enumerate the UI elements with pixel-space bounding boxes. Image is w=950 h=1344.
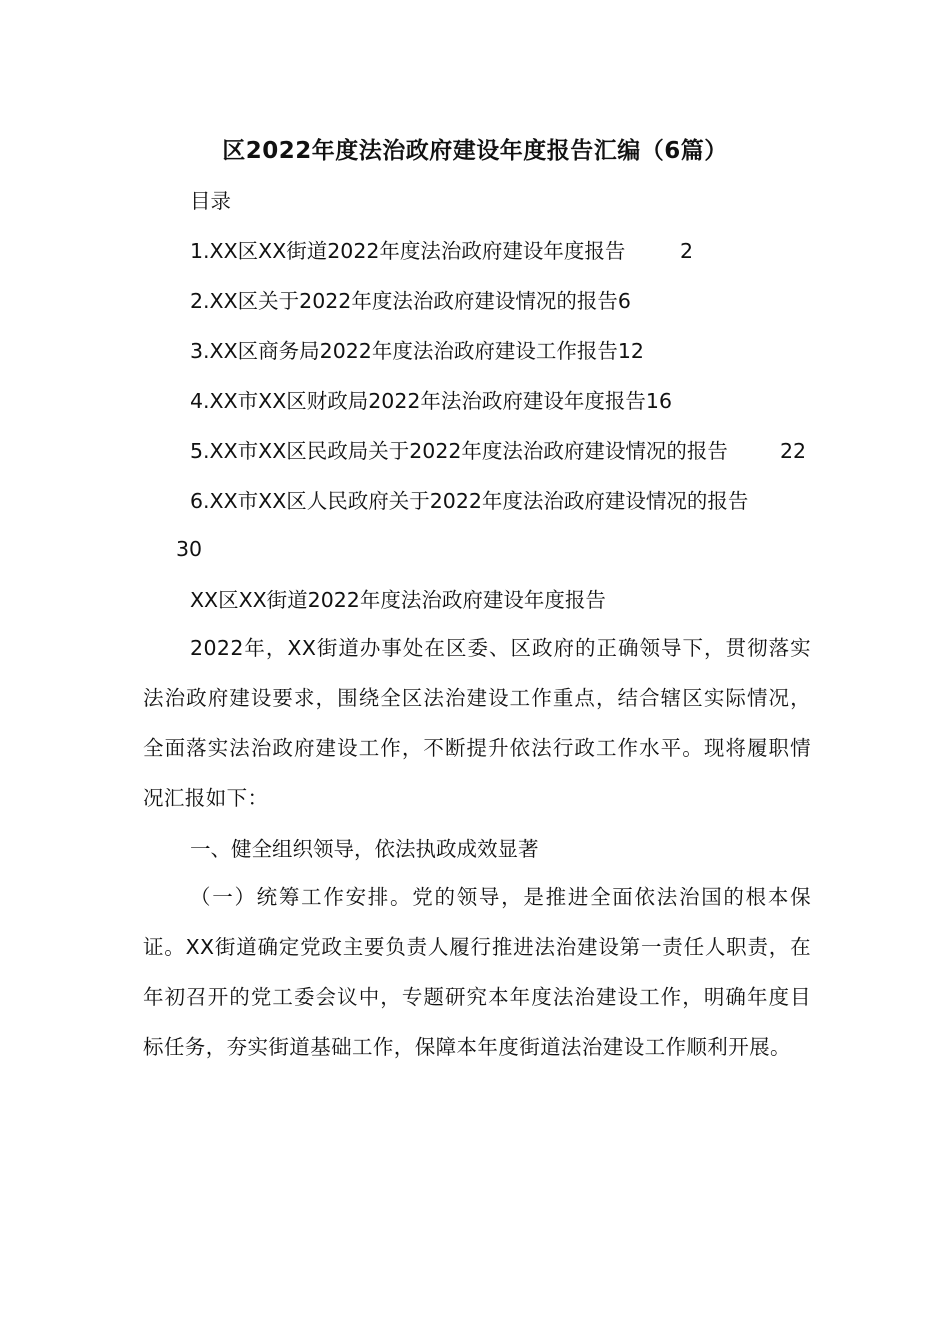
toc-item-text: 3.XX区商务局2022年度法治政府建设工作报告 (190, 339, 618, 363)
toc-item-page: 16 (645, 389, 672, 413)
intro-paragraph: 2022年，XX街道办事处在区委、区政府的正确领导下，贯彻落实法治政府建设要求，围绕全区法治建设工作重点，结合辖区实际情况，全面落实法治政府建设工作，不断提升依法行政工作水平。现将履职情况汇报如下： (143, 636, 811, 810)
toc-item-text: 4.XX市XX区财政局2022年法治政府建设年度报告 (190, 389, 646, 413)
toc-item (190, 286, 810, 316)
toc-item-page: 2 (680, 239, 694, 263)
toc-item (190, 236, 810, 266)
toc-item-page: 12 (617, 339, 644, 363)
toc-item (190, 436, 810, 466)
body-paragraph: （一）统筹工作安排。党的领导，是推进全面依法治国的根本保证。XX街道确定党政主要负责人履行推进法治建设第一责任人职责，在年初召开的党工委会议中，专题研究本年度法治建设工作，明确年度目标任务，夯实街道基础工作，保障本年度街道法治建设工作顺利开展。 (143, 885, 811, 1059)
toc-item-text: 6.XX市XX区人民政府关于2022年度法治政府建设情况的报告 (190, 489, 749, 513)
section-title: XX区XX街道2022年度法治政府建设年度报告 (190, 588, 606, 612)
toc-heading: 目录 (190, 189, 231, 213)
toc-item-text: 5.XX市XX区民政局关于2022年度法治政府建设情况的报告 (190, 439, 728, 463)
toc-item-page: 6 (617, 289, 631, 313)
toc-item-page: 22 (780, 439, 807, 463)
section-heading: 一、健全组织领导，依法执政成效显著 (190, 837, 539, 861)
toc-item (190, 386, 810, 416)
document-title: 区2022年度法治政府建设年度报告汇编（6篇） (222, 138, 728, 164)
toc-item (190, 336, 810, 366)
toc-item (190, 486, 810, 516)
toc-item-page: 30 (176, 537, 203, 561)
toc-item-text: 1.XX区XX街道2022年度法治政府建设年度报告 (190, 239, 626, 263)
toc-item-text: 2.XX区关于2022年度法治政府建设情况的报告 (190, 289, 618, 313)
